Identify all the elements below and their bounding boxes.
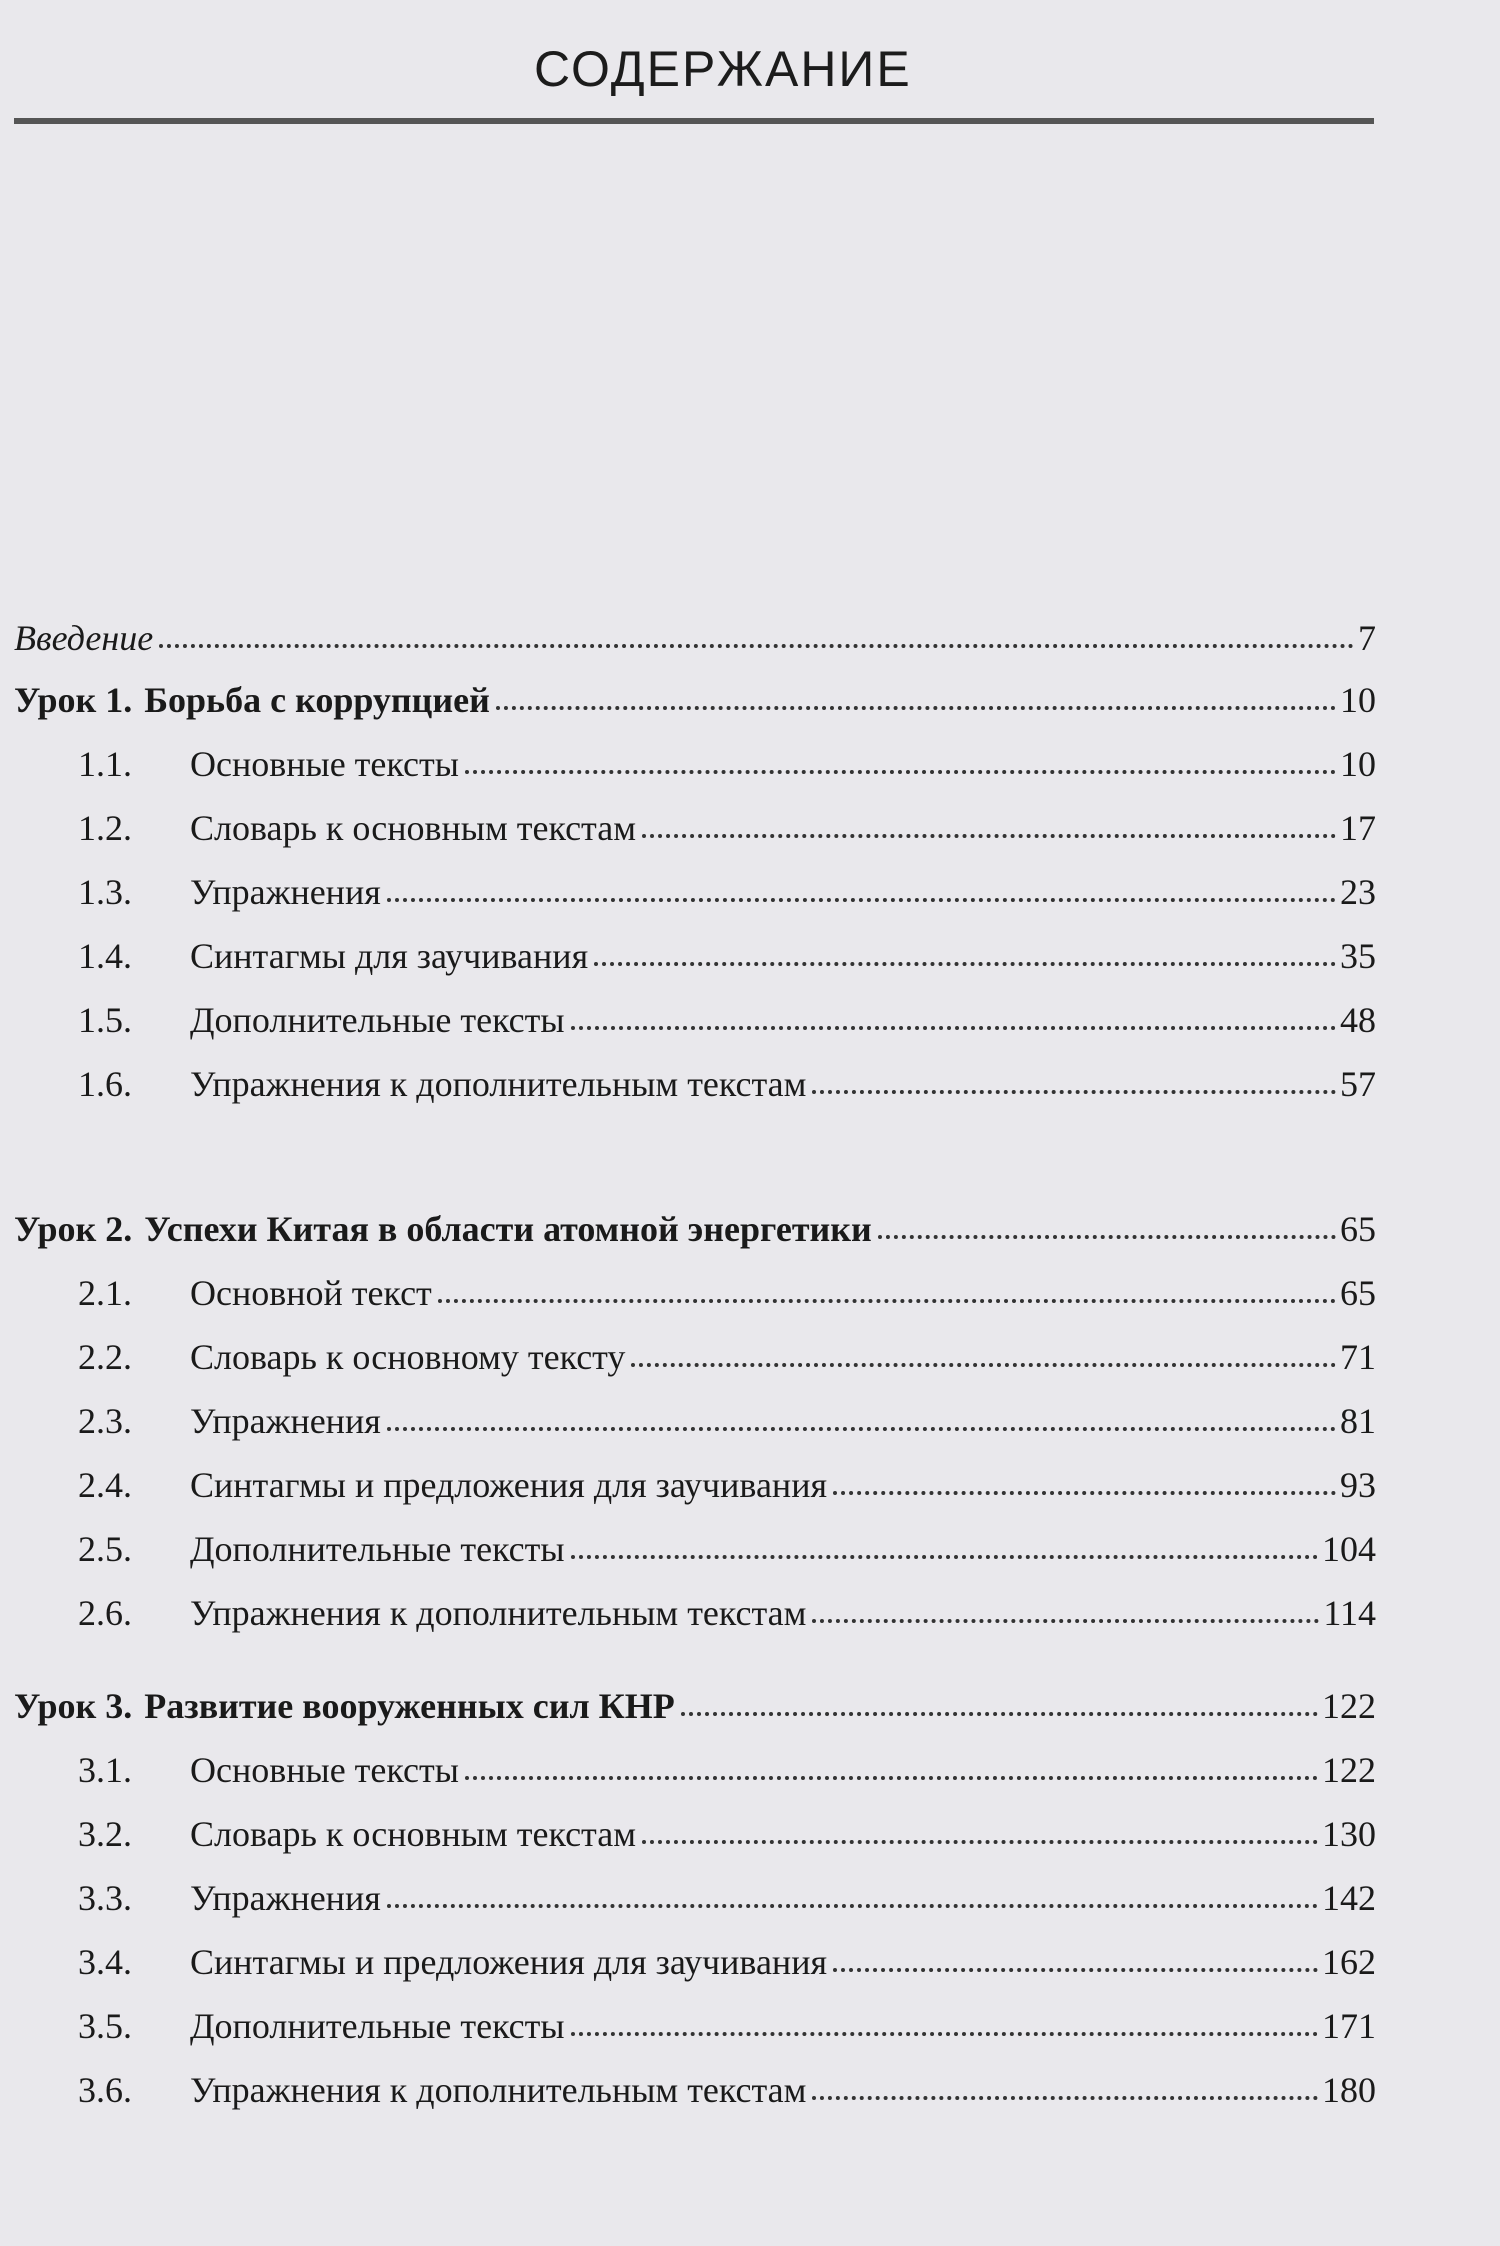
toc-entry-1-5[interactable] [78, 982, 1376, 1038]
toc-entry-3-2[interactable] [78, 1796, 1376, 1852]
toc-lesson-number: Урок 1. [14, 680, 133, 720]
toc-entry-3-5[interactable] [78, 1988, 1376, 2044]
leader-dots [812, 2096, 1318, 2100]
leader-dots [878, 1235, 1336, 1239]
toc-lesson-number: Урок 3. [14, 1686, 133, 1726]
toc-section-number: 1.6. [78, 1064, 132, 1104]
toc-entry-label: Упражнения [190, 1878, 381, 1918]
toc-page-number: 142 [1322, 1878, 1376, 1918]
leader-dots [833, 1491, 1336, 1495]
toc-entry-label: Синтагмы для заучивания [190, 936, 589, 976]
leader-dots [812, 1090, 1336, 1094]
toc-entry-label: Упражнения к дополнительным текстам [190, 2070, 807, 2110]
toc-page-number: 104 [1322, 1529, 1376, 1569]
toc-entry-3-6[interactable] [78, 2052, 1376, 2108]
toc-entry-label: Дополнительные тексты [190, 2006, 565, 2046]
toc-page-number: 10 [1340, 744, 1376, 784]
toc-section-number: 3.1. [78, 1750, 132, 1790]
toc-page-number: 23 [1340, 872, 1376, 912]
toc-section-number: 2.3. [78, 1401, 132, 1441]
leader-dots [387, 898, 1336, 902]
toc-page-number: 48 [1340, 1000, 1376, 1040]
toc-lesson-1[interactable] [14, 662, 1376, 718]
toc-entry-3-1[interactable] [78, 1732, 1376, 1788]
toc-section-number: 3.2. [78, 1814, 132, 1854]
toc-page-number: 122 [1322, 1686, 1376, 1726]
leader-dots [571, 1026, 1336, 1030]
toc-section-number: 1.4. [78, 936, 132, 976]
toc-section-number: 1.1. [78, 744, 132, 784]
toc-section-number: 3.6. [78, 2070, 132, 2110]
toc-page-number: 65 [1340, 1209, 1376, 1249]
leader-dots [465, 770, 1336, 774]
toc-page-number: 130 [1322, 1814, 1376, 1854]
toc-entry-3-4[interactable] [78, 1924, 1376, 1980]
toc-entry-2-4[interactable] [78, 1447, 1376, 1503]
toc-page-number: 180 [1322, 2070, 1376, 2110]
leader-dots [812, 1619, 1319, 1623]
toc-section-number: 2.2. [78, 1337, 132, 1377]
leader-dots [642, 834, 1336, 838]
toc-page-number: 57 [1340, 1064, 1376, 1104]
leader-dots [387, 1904, 1318, 1908]
toc-page-number: 114 [1323, 1593, 1376, 1633]
toc-entry-intro[interactable] [14, 600, 1376, 656]
leader-dots [681, 1712, 1318, 1716]
toc-section-number: 2.6. [78, 1593, 132, 1633]
leader-dots [833, 1968, 1318, 1972]
toc-section-number: 3.4. [78, 1942, 132, 1982]
leader-dots [465, 1776, 1318, 1780]
toc-entry-label: Основные тексты [190, 1750, 459, 1790]
leader-dots [387, 1427, 1336, 1431]
leader-dots [438, 1299, 1336, 1303]
toc-entry-label: Упражнения [190, 1401, 381, 1441]
toc-entry-2-5[interactable] [78, 1511, 1376, 1567]
leader-dots [642, 1840, 1318, 1844]
toc-entry-label: Синтагмы и предложения для заучивания [190, 1942, 828, 1982]
toc-page-number: 10 [1340, 680, 1376, 720]
toc-entry-label: Упражнения к дополнительным текстам [190, 1064, 807, 1104]
toc-entry-2-2[interactable] [78, 1319, 1376, 1375]
toc-lesson-2[interactable] [14, 1191, 1376, 1247]
leader-dots [631, 1363, 1336, 1367]
toc-entry-label: Дополнительные тексты [190, 1529, 565, 1569]
toc-page-number: 17 [1340, 808, 1376, 848]
leader-dots [571, 1555, 1318, 1559]
toc-page-number: 171 [1322, 2006, 1376, 2046]
toc-section-number: 3.3. [78, 1878, 132, 1918]
toc-entry-1-2[interactable] [78, 790, 1376, 846]
toc-entry-label: Синтагмы и предложения для заучивания [190, 1465, 828, 1505]
toc-page-number: 71 [1340, 1337, 1376, 1377]
toc-page-number: 35 [1340, 936, 1376, 976]
leader-dots [594, 962, 1336, 966]
toc-entry-1-3[interactable] [78, 854, 1376, 910]
toc-section-number: 1.5. [78, 1000, 132, 1040]
toc-entry-label: Словарь к основным текстам [190, 1814, 636, 1854]
header-rule [14, 118, 1374, 124]
toc-entry-1-4[interactable] [78, 918, 1376, 974]
toc-page-number: 122 [1322, 1750, 1376, 1790]
toc-page-number: 7 [1358, 618, 1376, 658]
toc-entry-label: Основные тексты [190, 744, 459, 784]
toc-entry-1-1[interactable] [78, 726, 1376, 782]
toc-entry-label: Упражнения к дополнительным текстам [190, 1593, 807, 1633]
toc-entry-2-1[interactable] [78, 1255, 1376, 1311]
toc-entry-2-6[interactable] [78, 1575, 1376, 1631]
leader-dots [159, 644, 1354, 648]
toc-entry-label: Дополнительные тексты [190, 1000, 565, 1040]
toc-section-number: 2.1. [78, 1273, 132, 1313]
toc-section-number: 1.3. [78, 872, 132, 912]
toc-entry-label: Словарь к основному тексту [190, 1337, 626, 1377]
toc-lesson-number: Урок 2. [14, 1209, 133, 1249]
toc-entry-label: Упражнения [190, 872, 381, 912]
page-title: СОДЕРЖАНИЕ [534, 41, 912, 97]
page-header [14, 40, 1374, 130]
toc-entry-label: Введение [14, 618, 154, 658]
toc-section-number: 2.4. [78, 1465, 132, 1505]
toc-entry-3-3[interactable] [78, 1860, 1376, 1916]
toc-page-number: 93 [1340, 1465, 1376, 1505]
leader-dots [496, 706, 1336, 710]
toc-entry-label: Борьба с коррупцией [144, 680, 490, 720]
toc-entry-2-3[interactable] [78, 1383, 1376, 1439]
toc-section-number: 3.5. [78, 2006, 132, 2046]
toc-entry-label: Словарь к основным текстам [190, 808, 636, 848]
leader-dots [571, 2032, 1318, 2036]
toc-entry-1-6[interactable] [78, 1046, 1376, 1102]
toc-section-number: 2.5. [78, 1529, 132, 1569]
toc-entry-label: Развитие вооруженных сил КНР [144, 1686, 675, 1726]
toc-page-number: 65 [1340, 1273, 1376, 1313]
toc-section-number: 1.2. [78, 808, 132, 848]
toc-entry-label: Успехи Китая в области атомной энергетики [144, 1209, 872, 1249]
toc-page-number: 162 [1322, 1942, 1376, 1982]
toc-lesson-3[interactable] [14, 1668, 1376, 1724]
toc-page-number: 81 [1340, 1401, 1376, 1441]
toc-entry-label: Основной текст [190, 1273, 432, 1313]
